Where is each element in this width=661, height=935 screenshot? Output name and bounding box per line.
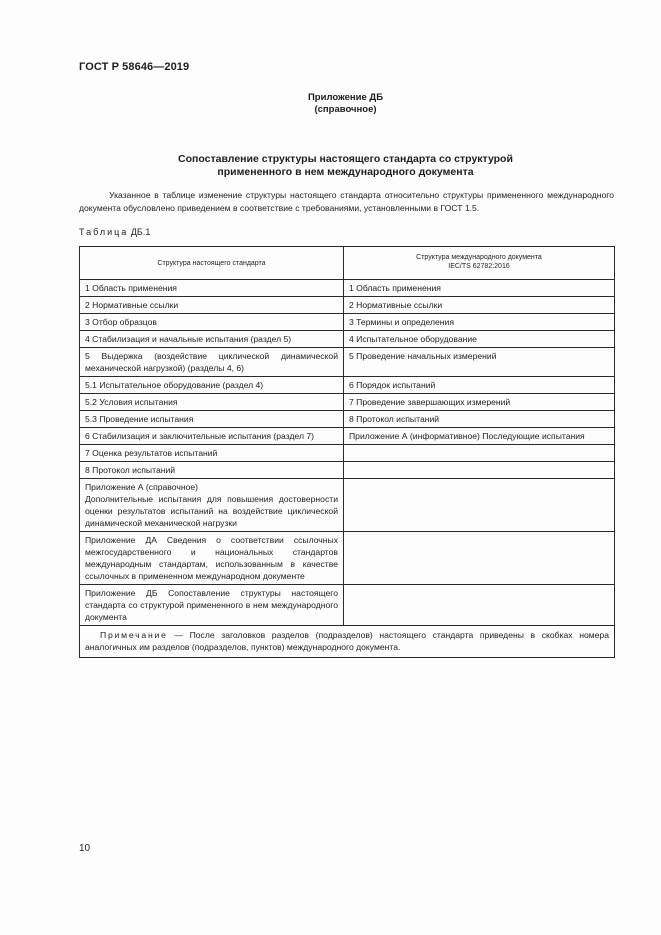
cell-right: 2 Нормативные ссылки <box>344 297 615 314</box>
table-caption <box>79 227 150 237</box>
note-label: Примечание <box>100 630 168 640</box>
cell-left: 7 Оценка результатов испытаний <box>80 445 344 462</box>
cell-right <box>344 585 615 626</box>
cell-left: 5 Выдержка (воздействие циклической динамической механической нагрузкой) (разделы 4, 6) <box>80 348 344 377</box>
header-right-line-2: IEC/TS 62782:2016 <box>448 263 510 270</box>
standard-number: ГОСТ Р 58646—2019 <box>79 61 190 73</box>
cell-right <box>344 445 615 462</box>
table-row <box>80 348 615 377</box>
cell-left: 6 Стабилизация и заключительные испытания (раздел 7) <box>80 428 344 445</box>
table-row <box>80 280 615 297</box>
cell-right: 4 Испытательное оборудование <box>344 331 615 348</box>
intro-paragraph: Указанное в таблице изменение структуры настоящего стандарта относительно структуры примененного международного документа обусловлено приведением в соответствие с требованиями, установленными в ГОСТ 1.5. <box>79 190 614 213</box>
header-right-line-1: Структура международного документа <box>416 254 542 261</box>
table-caption-number: ДБ.1 <box>130 227 151 237</box>
appendix-title: Приложение ДБ <box>307 92 384 103</box>
header-right <box>344 247 615 280</box>
table-row <box>80 394 615 411</box>
cell-left: 5.1 Испытательное оборудование (раздел 4) <box>80 377 344 394</box>
cell-right <box>344 479 615 532</box>
cell-left: 4 Стабилизация и начальные испытания (раздел 5) <box>80 331 344 348</box>
table-row <box>80 377 615 394</box>
structure-comparison-table <box>79 246 615 658</box>
cell-left: 2 Нормативные ссылки <box>80 297 344 314</box>
table-row-appendix-da <box>80 532 615 585</box>
section-title <box>0 153 661 179</box>
section-title-line-1: Сопоставление структуры настоящего стандарта со структурой <box>178 153 513 165</box>
cell-right: 5 Проведение начальных измерений <box>344 348 615 377</box>
table-caption-label: Таблица <box>79 227 129 237</box>
cell-left: 5.2 Условия испытания <box>80 394 344 411</box>
table-row <box>80 297 615 314</box>
cell-left: 5.3 Проведение испытания <box>80 411 344 428</box>
table-header-row <box>80 247 615 280</box>
table-row <box>80 331 615 348</box>
table-row <box>80 428 615 445</box>
page-number: 10 <box>79 843 91 854</box>
cell-right <box>344 532 615 585</box>
section-title-line-2: примененного в нем международного документа <box>217 166 474 178</box>
table-note <box>80 626 615 658</box>
cell-right: 8 Протокол испытаний <box>344 411 615 428</box>
table-note-row <box>80 626 615 658</box>
appendix-subtitle: (справочное) <box>314 104 377 115</box>
cell-right: Приложение А (информативное) Последующие испытания <box>344 428 615 445</box>
appendix-a-body: Дополнительные испытания для повышения достоверности оценки результатов испытаний на воздействие циклической динамической механической нагрузки <box>85 494 338 528</box>
appendix-heading <box>0 92 661 116</box>
cell-right: 6 Порядок испытаний <box>344 377 615 394</box>
cell-left: 1 Область применения <box>80 280 344 297</box>
cell-right: 7 Проведение завершающих измерений <box>344 394 615 411</box>
note-text: — После заголовков разделов (подразделов) настоящего стандарта приведены в скобках номера аналогичных им разделов (подразделов, пунктов) международного документа. <box>85 630 609 652</box>
table-row <box>80 314 615 331</box>
table-row <box>80 411 615 428</box>
cell-right: 1 Область применения <box>344 280 615 297</box>
table-row <box>80 445 615 462</box>
appendix-a-title: Приложение А (справочное) <box>85 482 198 492</box>
table-row-appendix-db <box>80 585 615 626</box>
cell-left: Приложение ДБ Сопоставление структуры настоящего стандарта со структурой примененного в нем международного документа <box>80 585 344 626</box>
cell-left <box>80 479 344 532</box>
cell-right: 3 Термины и определения <box>344 314 615 331</box>
table-row-appendix-a <box>80 479 615 532</box>
header-left: Структура настоящего стандарта <box>80 247 344 280</box>
cell-right <box>344 462 615 479</box>
table-row <box>80 462 615 479</box>
cell-left: Приложение ДА Сведения о соответствии ссылочных межгосударственного и национальных стандартов международным стандартам, использованным в качестве ссылочных в примененном международном документе <box>80 532 344 585</box>
cell-left: 8 Протокол испытаний <box>80 462 344 479</box>
cell-left: 3 Отбор образцов <box>80 314 344 331</box>
